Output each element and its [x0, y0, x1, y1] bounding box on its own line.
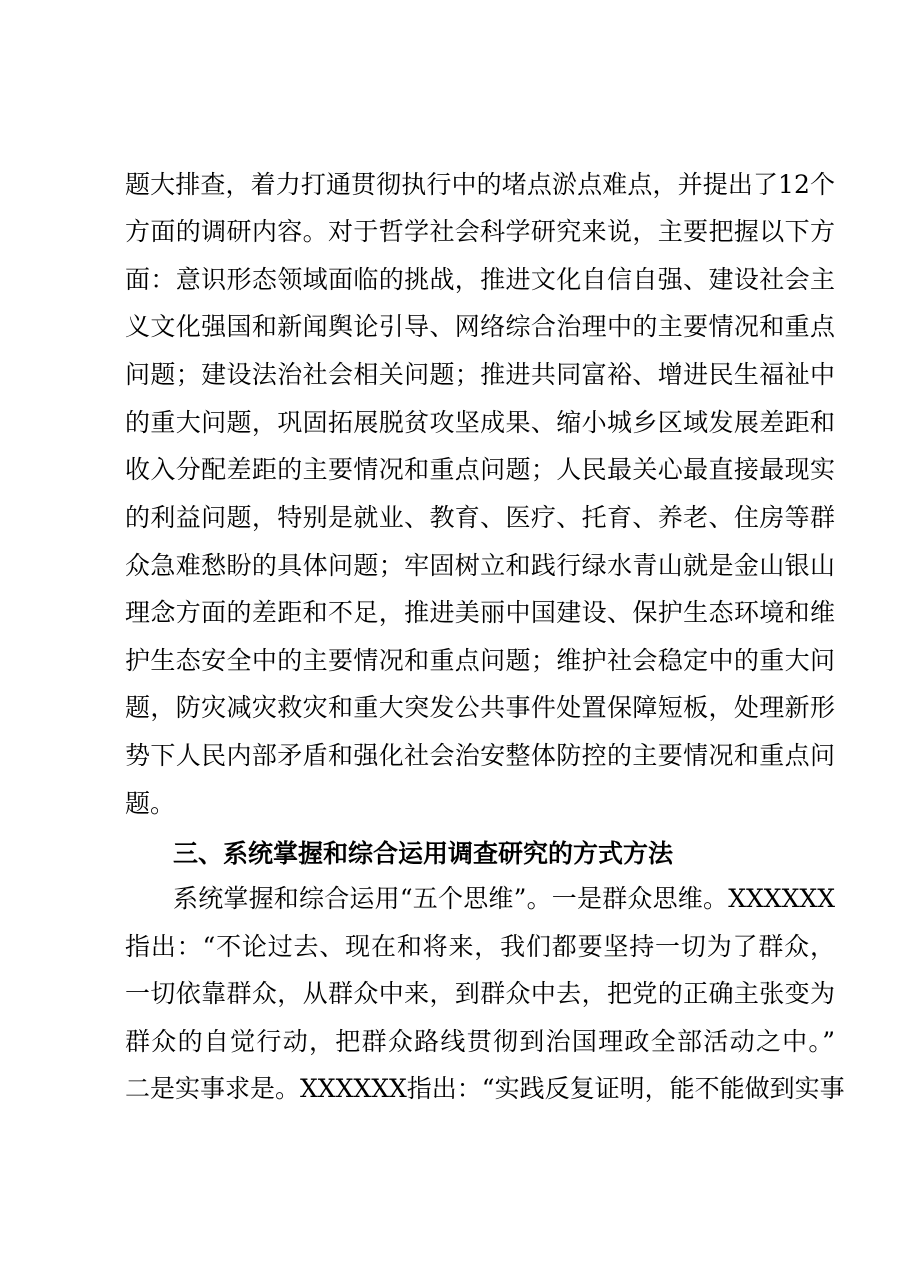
- paragraph-line: 众急难愁盼的具体问题；牢固树立和践行绿水青山就是金山银山: [125, 551, 835, 580]
- paragraph-line: 收入分配差距的主要情况和重点问题；人民最关心最直接最现实: [125, 455, 835, 484]
- paragraph-line: 问题；建设法治社会相关问题；推进共同富裕、增进民生福祉中: [125, 360, 835, 389]
- section-heading: 三、系统掌握和综合运用调查研究的方式方法: [173, 839, 674, 868]
- paragraph-line: 题大排查，着力打通贯彻执行中的堵点淤点难点，并提出了12个: [125, 170, 835, 199]
- paragraph-line: 方面的调研内容。对于哲学社会科学研究来说，主要把握以下方: [125, 217, 835, 246]
- paragraph-line: 题。: [125, 789, 176, 818]
- paragraph-line: 理念方面的差距和不足，推进美丽中国建设、保护生态环境和维: [125, 598, 835, 627]
- paragraph-line: 指出：“不论过去、现在和将来，我们都要坚持一切为了群众，: [125, 932, 835, 961]
- paragraph-line: 题，防灾减灾救灾和重大突发公共事件处置保障短板，处理新形: [125, 693, 835, 722]
- paragraph-line: 的利益问题，特别是就业、教育、医疗、托育、养老、住房等群: [125, 503, 835, 532]
- paragraph-line: 面：意识形态领域面临的挑战，推进文化自信自强、建设社会主: [125, 265, 835, 294]
- paragraph-line: 护生态安全中的主要情况和重点问题；维护社会稳定中的重大问: [125, 646, 835, 675]
- paragraph-line: 一切依靠群众，从群众中来，到群众中去，把党的正确主张变为: [125, 979, 835, 1008]
- paragraph-line: 势下人民内部矛盾和强化社会治安整体防控的主要情况和重点问: [125, 741, 835, 770]
- paragraph-line: 的重大问题，巩固拓展脱贫攻坚成果、缩小城乡区域发展差距和: [125, 408, 835, 437]
- paragraph-line: 义文化强国和新闻舆论引导、网络综合治理中的主要情况和重点: [125, 312, 835, 341]
- paragraph-line: 系统掌握和综合运用“五个思维”。一是群众思维。XXXXXX: [173, 884, 835, 913]
- paragraph-line: 二是实事求是。XXXXXX指出：“实践反复证明，能不能做到实事: [125, 1074, 845, 1103]
- paragraph-line: 群众的自觉行动，把群众路线贯彻到治国理政全部活动之中。”: [125, 1027, 835, 1056]
